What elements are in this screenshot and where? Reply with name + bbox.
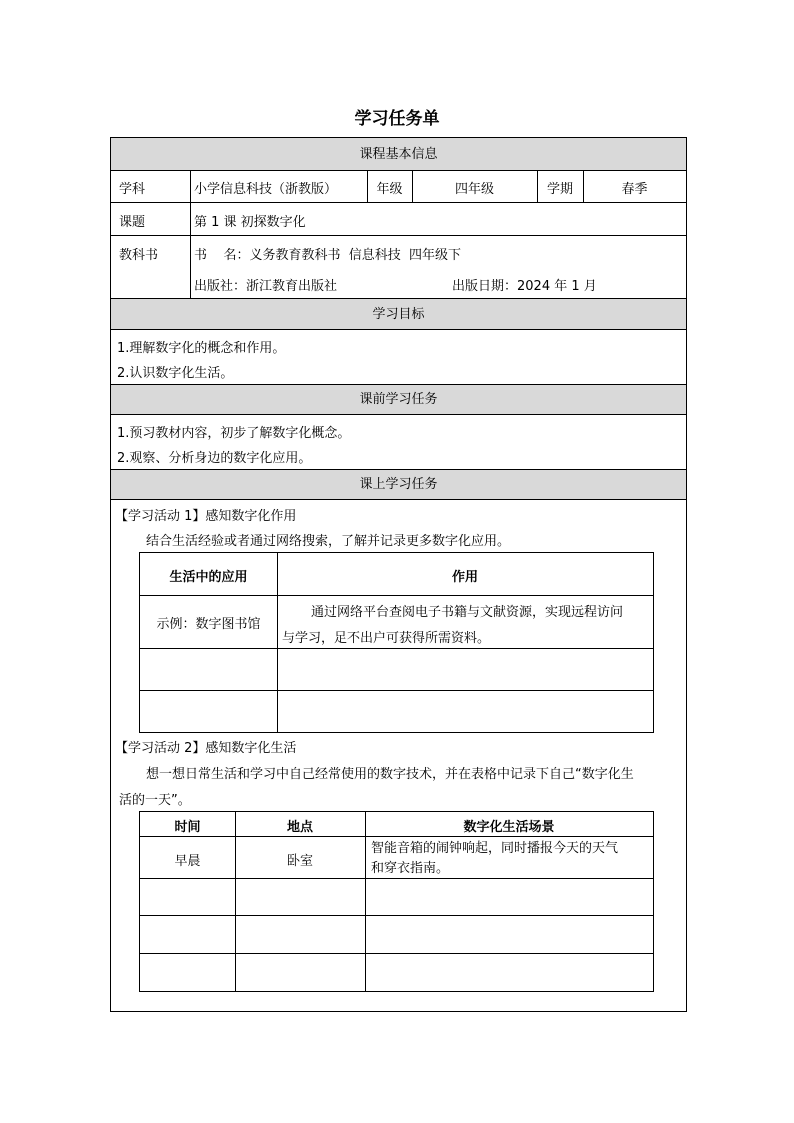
grade-value: 四年级 — [454, 182, 494, 197]
section-header-pre-tasks — [111, 384, 686, 415]
lesson-label: 课题 — [119, 215, 146, 230]
term-label: 学期 — [546, 182, 573, 197]
table-cell: 和穿衣指南。 — [371, 861, 450, 876]
table-cell: 通过网络平台查阅电子书籍与文献资源，实现远程访问 — [311, 605, 624, 620]
divider — [365, 812, 366, 991]
section-title: 课程基本信息 — [359, 147, 438, 162]
objective-item: 1.理解数字化的概念和作用。 — [117, 341, 286, 356]
section-title: 课前学习任务 — [359, 392, 438, 407]
section-title: 课上学习任务 — [359, 477, 438, 492]
activity1-table — [139, 552, 654, 733]
table-header: 地点 — [286, 820, 313, 835]
publisher: 出版社：浙江教育出版社 — [194, 279, 338, 294]
lesson-value: 第 1 课 初探数字化 — [194, 215, 306, 230]
divider — [140, 878, 653, 879]
table-cell: 与学习，足不出户可获得所需资料。 — [282, 631, 491, 646]
divider — [111, 235, 686, 236]
section-header-basic-info — [111, 138, 686, 171]
table-cell: 示例：数字图书馆 — [156, 617, 261, 632]
activity1-description: 结合生活经验或者通过网络搜索，了解并记录更多数字化应用。 — [146, 534, 511, 549]
activity2-title: 【学习活动 2】感知数字化生活 — [115, 741, 297, 756]
divider — [140, 953, 653, 954]
task-sheet-table — [110, 137, 687, 1012]
section-header-objectives — [111, 298, 686, 330]
activity2-description: 想一想日常生活和学习中自己经常使用的数字技术，并在表格中记录下自己“数字化生 — [146, 767, 634, 782]
subject-value: 小学信息科技（浙教版） — [194, 182, 338, 197]
table-header: 数字化生活场景 — [463, 820, 555, 835]
activity1-title: 【学习活动 1】感知数字化作用 — [115, 509, 297, 524]
table-cell: 智能音箱的闹钟响起，同时播报今天的天气 — [371, 841, 619, 856]
section-header-class-tasks — [111, 469, 686, 500]
divider — [140, 915, 653, 916]
activity2-table — [139, 811, 654, 992]
book-name: 书 名：义务教育教科书 信息科技 四年级下 — [194, 248, 462, 263]
divider — [140, 648, 653, 649]
textbook-label: 教科书 — [119, 248, 159, 263]
divider — [140, 690, 653, 691]
table-header: 时间 — [174, 820, 201, 835]
activity2-description: 活的一天”。 — [119, 793, 191, 808]
divider — [235, 812, 236, 991]
page-title: 学习任务单 — [354, 109, 440, 129]
objective-item: 2.认识数字化生活。 — [117, 366, 234, 381]
divider — [111, 202, 686, 203]
table-header: 作用 — [451, 570, 478, 585]
pre-task-item: 2.观察、分析身边的数字化应用。 — [117, 451, 312, 466]
term-value: 春季 — [621, 182, 648, 197]
divider — [140, 595, 653, 596]
section-title: 学习目标 — [372, 307, 425, 322]
table-header: 生活中的应用 — [169, 570, 248, 585]
grade-label: 年级 — [376, 182, 403, 197]
publication-date: 出版日期：2024 年 1 月 — [452, 279, 597, 294]
subject-label: 学科 — [119, 182, 146, 197]
table-cell: 卧室 — [286, 854, 313, 869]
table-cell: 早晨 — [174, 854, 201, 869]
pre-task-item: 1.预习教材内容，初步了解数字化概念。 — [117, 426, 351, 441]
